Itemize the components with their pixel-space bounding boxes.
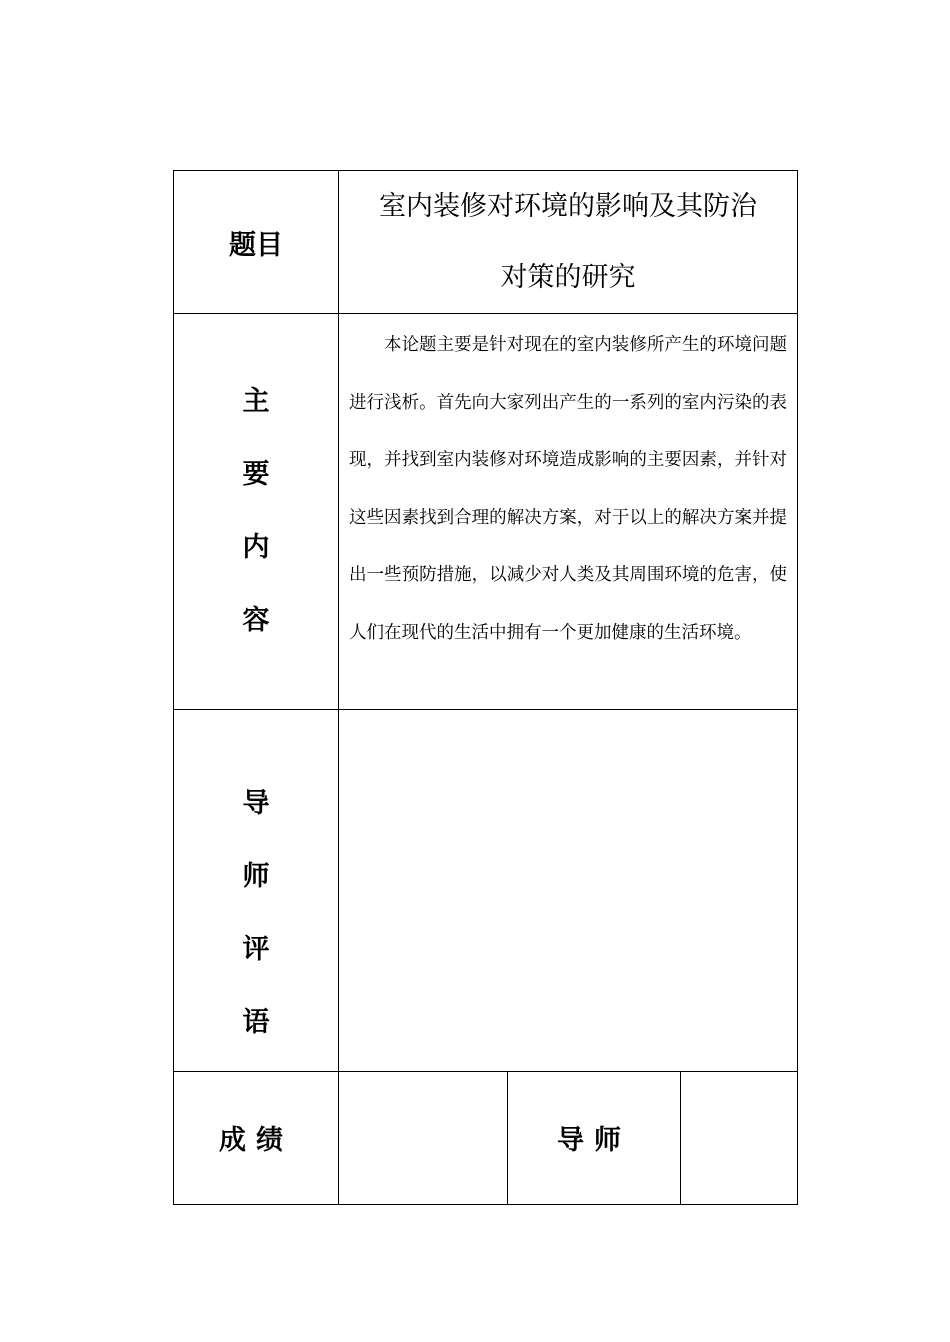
content-label-char: 主 (242, 386, 270, 418)
content-label (174, 314, 339, 709)
advisor-label: 导师 (508, 1071, 681, 1204)
advisor-value (681, 1071, 798, 1204)
thesis-evaluation-form (173, 170, 798, 1205)
comment-label-char: 语 (242, 1007, 270, 1039)
title-label: 题目 (174, 171, 339, 314)
content-row (174, 314, 798, 709)
content-label-char: 内 (242, 532, 270, 564)
comment-label-char: 师 (242, 861, 270, 893)
content-label-char: 要 (242, 459, 270, 491)
grade-row (174, 1071, 798, 1204)
comment-label-char: 导 (242, 788, 270, 820)
comment-row (174, 709, 798, 1071)
comment-label (174, 709, 339, 1071)
grade-value (339, 1071, 508, 1204)
title-value (339, 171, 798, 314)
content-text: 本论题主要是针对现在的室内装修所产生的环境问题进行浅析。首先向大家列出产生的一系列的室内污染的表现，并找到室内装修对环境造成影响的主要因素，并针对这些因素找到合理的解决方案，对于以上的解决方案并提出一些预防措施，以减少对人类及其周围环境的危害，使人们在现代的生活中拥有一个更加健康的生活环境。 (339, 314, 798, 709)
comment-label-char: 评 (242, 934, 270, 966)
comment-value (339, 709, 798, 1071)
title-line-1: 室内装修对环境的影响及其防治 (379, 191, 757, 223)
title-row (174, 171, 798, 314)
title-line-2: 对策的研究 (500, 262, 636, 294)
content-label-char: 容 (242, 605, 270, 637)
grade-label: 成绩 (174, 1071, 339, 1204)
